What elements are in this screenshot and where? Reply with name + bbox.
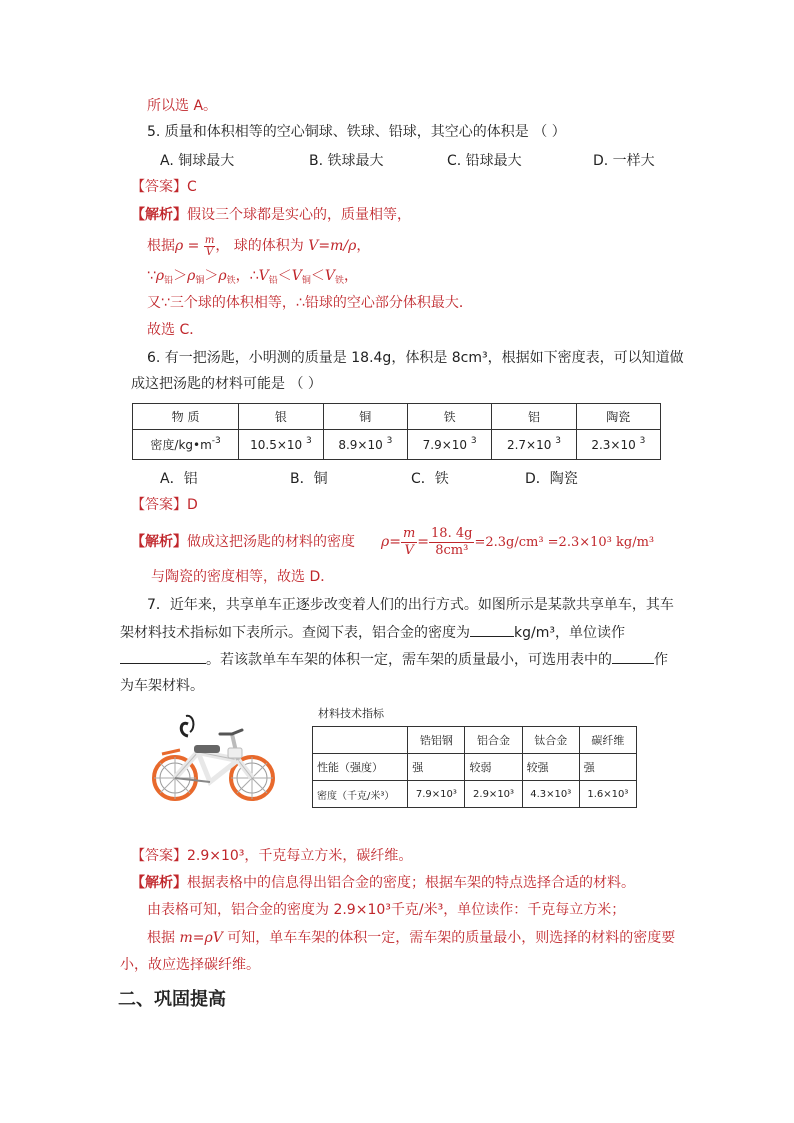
table-header-cell: 铝合金 xyxy=(465,727,522,754)
table-cell: 8.9×10 $^3$ xyxy=(323,430,407,460)
table-header-cell: 铜 xyxy=(323,404,407,430)
table-header-cell: 铁 xyxy=(407,404,491,430)
table-header-cell: 银 xyxy=(239,404,323,430)
q5-explanation-5: 故选 C． xyxy=(147,322,204,338)
q7-table-title: 材料技术指标 xyxy=(318,707,384,720)
numeric-fraction: $\frac{18. 4g}{\text{8cm³}}$ xyxy=(431,525,473,558)
table-cell: 7.9×10 $^3$ xyxy=(407,430,491,460)
table-header-cell: 碳纤维 xyxy=(579,727,636,754)
table-cell: 强 xyxy=(408,754,465,781)
fill-blank-density[interactable] xyxy=(470,622,514,637)
table-header-cell: 陶瓷 xyxy=(576,404,660,430)
q6-option-b: B．铜 xyxy=(290,471,328,487)
table-cell: 较弱 xyxy=(465,754,522,781)
q7-material-table xyxy=(312,726,637,808)
section-title: 二、巩固提高 xyxy=(118,989,226,1010)
table-cell: 10.5×10 $^3$ xyxy=(239,430,323,460)
table-cell: 7.9×10³ xyxy=(408,781,465,808)
q7-stem-4: 为车架材料。 xyxy=(120,678,204,694)
q5-option-b: B. 铁球最大 xyxy=(309,153,384,169)
table-row-label: 密度$/kg•m^{-3}$ xyxy=(133,430,239,460)
q6-explanation-2: 与陶瓷的密度相等，故选 D． xyxy=(151,569,335,585)
q7-stem-1: 7．近年来，共享单车正逐步改变着人们的出行方式。如图所示是某款共享单车，其车 xyxy=(147,597,674,613)
q5-explanation-4: 又∵三个球的体积相等，∴铅球的空心部分体积最大． xyxy=(147,295,473,311)
table-cell: 2.3×10 $^3$ xyxy=(576,430,660,460)
table-cell: 4.3×10³ xyxy=(522,781,579,808)
q6-density-table xyxy=(132,403,661,460)
q5-option-a: A. 铜球最大 xyxy=(160,153,235,169)
q5-answer xyxy=(131,177,197,197)
table-header-cell xyxy=(313,727,408,754)
mass-over-volume-fraction: $\frac{m}{V}$ xyxy=(402,525,416,558)
q7-explanation-2: 由表格可知，铝合金的密度为 2.9×10³千克/米³，单位读作：千克每立方米； xyxy=(147,902,626,918)
answer-value: C xyxy=(187,179,197,195)
table-cell: 较强 xyxy=(522,754,579,781)
table-header-cell: 物 质 xyxy=(133,404,239,430)
fill-blank-material[interactable] xyxy=(612,649,654,664)
q5-explanation-2: 根据ρ = $\frac{m}{V}$ ， 球的体积为 V=m/ρ， xyxy=(147,234,371,258)
bicycle-image xyxy=(150,712,278,804)
table-header-cell: 锆铝钢 xyxy=(408,727,465,754)
table-row-label: 密度（千克/米³） xyxy=(313,781,408,808)
q5-explanation-1: 【解析】假设三个球都是实心的，质量相等， xyxy=(131,207,411,223)
q6-option-c: C．铁 xyxy=(411,471,449,487)
q6-stem-1: 6. 有一把汤匙，小明测的质量是 18.4g，体积是 8cm³，根据如下密度表，可以知道做 xyxy=(147,350,684,366)
table-header-cell: 铝 xyxy=(492,404,576,430)
q7-stem-2: 架材料技术指标如下表所示。查阅下表，铝合金的密度为 kg/m³，单位读作 xyxy=(120,622,625,643)
q7-stem-3: 。若该款单车车架的体积一定，需车架的质量最小，可选用表中的 作 xyxy=(120,649,668,670)
conclusion-line: 所以选 A。 xyxy=(147,98,218,114)
q6-stem-2: 成这把汤匙的材料可能是 （ ） xyxy=(131,376,322,392)
table-cell: 强 xyxy=(579,754,636,781)
q5-option-c: C. 铅球最大 xyxy=(447,153,522,169)
table-row-label: 性能（强度） xyxy=(313,754,408,781)
q5-option-d: D. 一样大 xyxy=(593,153,655,169)
mass-over-volume-fraction: $\frac{m}{V}$ xyxy=(204,234,215,258)
q6-option-d: D．陶瓷 xyxy=(525,471,578,487)
q7-explanation-3: 根据 m=ρV 可知，单车车架的体积一定，需车架的质量最小，则选择的材料的密度要 xyxy=(147,930,676,946)
q5-stem: 5. 质量和体积相等的空心铜球、铁球、铅球，其空心的体积是 （ ） xyxy=(147,124,566,140)
q6-answer: 【答案】D xyxy=(131,497,198,513)
table-header-cell: 钛合金 xyxy=(522,727,579,754)
table-cell: 1.6×10³ xyxy=(579,781,636,808)
q6-explanation-1: 【解析】做成这把汤匙的材料的密度 ρ= $\frac{m}{V}$ = $\frac{18. 4g}{\text{8cm³}}$ =2.3g/cm³ =2.3×10³ kg/m³ xyxy=(131,525,655,558)
q6-option-a: A．铝 xyxy=(160,471,198,487)
table-cell: 2.7×10 $^3$ xyxy=(492,430,576,460)
q7-explanation-4: 小，故应选择碳纤维。 xyxy=(120,957,260,973)
q5-explanation-3: $\because\rho_铅>\rho_铜>\rho_铁$，$\therefore V_铅<V_铜<V_铁$， xyxy=(147,268,359,286)
table-cell: 2.9×10³ xyxy=(465,781,522,808)
q7-answer: 【答案】2.9×10³，千克每立方米，碳纤维。 xyxy=(131,848,413,864)
answer-tag: 【答案】 xyxy=(131,179,187,195)
q7-explanation-1: 【解析】根据表格中的信息得出铝合金的密度；根据车架的特点选择合适的材料。 xyxy=(131,875,635,891)
fill-blank-unit-reading[interactable] xyxy=(120,649,206,664)
explanation-tag: 【解析】 xyxy=(131,207,187,223)
